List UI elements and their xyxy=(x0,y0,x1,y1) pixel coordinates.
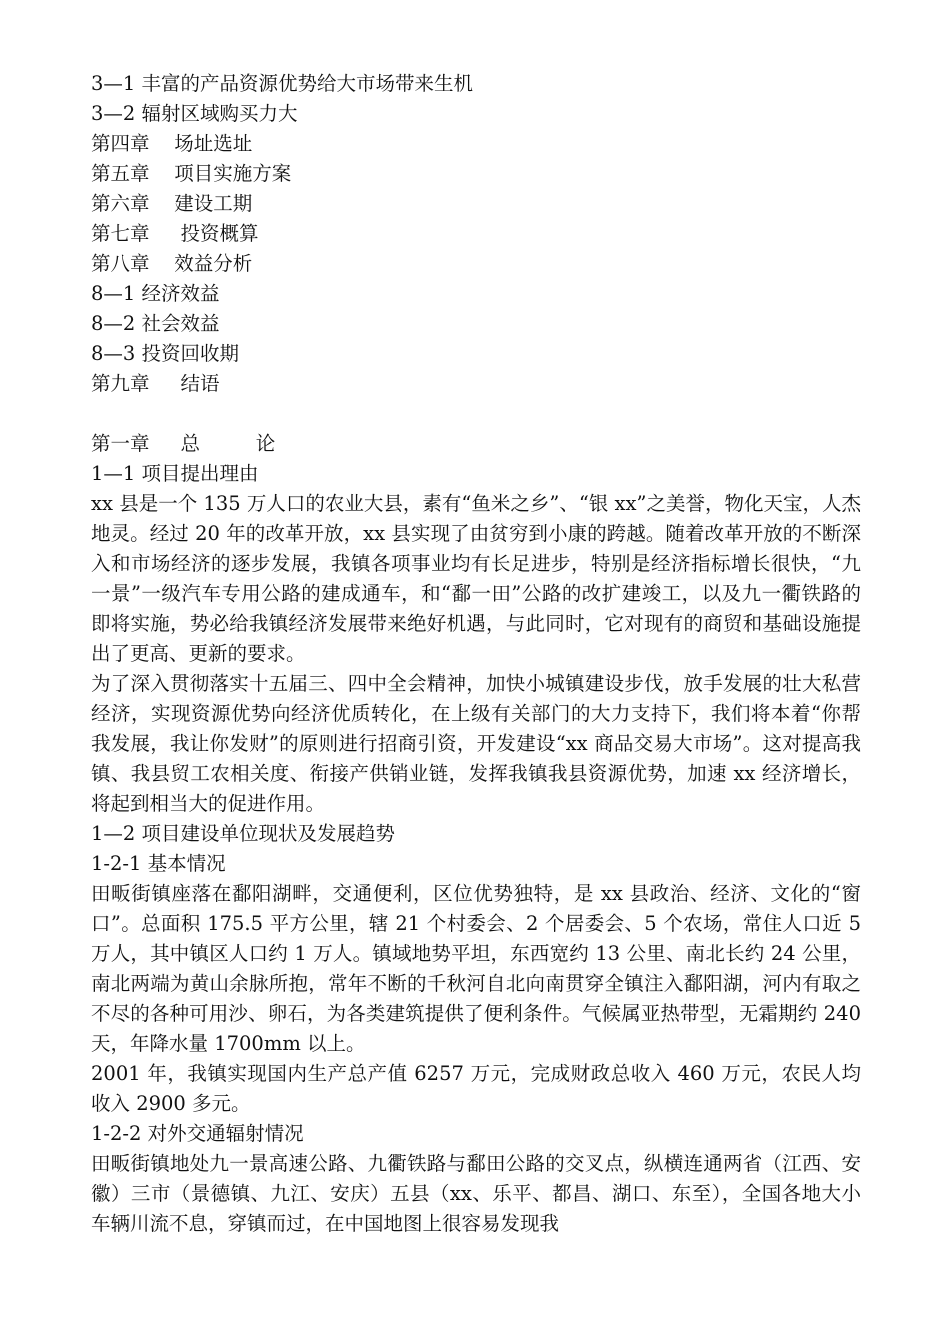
chapter-title: 第一章 总 论 xyxy=(91,432,276,455)
toc-entry: 第六章 建设工期 xyxy=(91,192,253,215)
toc-entry: 第四章 场址选址 xyxy=(91,132,253,155)
toc-entry: 8—1 经济效益 xyxy=(91,282,220,305)
toc-entry: 3—2 辐射区域购买力大 xyxy=(91,102,298,125)
subsection-heading: 1-2-2 对外交通辐射情况 xyxy=(91,1122,304,1145)
section-heading: 1—1 项目提出理由 xyxy=(91,462,259,485)
body-paragraph: xx 县是一个 135 万人口的农业大县，素有“鱼米之乡”、“银 xx”之美誉，物化天宝，人杰地灵。经过 20 年的改革开放，xx 县实现了由贫穷到小康的跨越。随着改革开放的不断深入和市场经济的逐步发展，我镇各项事业均有长足进步，特别是经济指标增长很快，“九一景”一级汽车专用公路的建成通车，和“鄱一田”公路的改扩建竣工，以及九一衢铁路的即将实施，势必给我镇经济发展带来绝好机遇，与此同时，它对现有的商贸和基础设施提出了更高、更新的要求。 xyxy=(91,492,861,665)
subsection-heading: 1-2-1 基本情况 xyxy=(91,852,226,875)
toc-entry: 第八章 效益分析 xyxy=(91,252,253,275)
toc-entry: 8—3 投资回收期 xyxy=(91,342,240,365)
toc-entry: 3—1 丰富的产品资源优势给大市场带来生机 xyxy=(91,72,474,95)
toc-entry: 第五章 项目实施方案 xyxy=(91,162,292,185)
document-body xyxy=(91,69,861,1239)
section-heading: 1—2 项目建设单位现状及发展趋势 xyxy=(91,822,396,845)
body-paragraph: 田畈街镇座落在鄱阳湖畔，交通便利，区位优势独特，是 xx 县政治、经济、文化的“窗口”。总面积 175.5 平方公里，辖 21 个村委会、2 个居委会、5 个农场，常住人口近 5 万人，其中镇区人口约 1 万人。镇域地势平坦，东西宽约 13 公里、南北长约 24 公里，南北两端为黄山余脉所抱，常年不断的千秋河自北向南贯穿全镇注入鄱阳湖，河内有取之不尽的各种可用沙、卵石，为各类建筑提供了便利条件。气候属亚热带型，无霜期约 240 天，年降水量 1700mm 以上。 xyxy=(91,882,861,1055)
toc-entry: 第七章 投资概算 xyxy=(91,222,259,245)
spacer xyxy=(91,399,861,429)
toc-entry: 第九章 结语 xyxy=(91,372,220,395)
body-paragraph: 为了深入贯彻落实十五届三、四中全会精神，加快小城镇建设步伐，放手发展的壮大私营经济，实现资源优势向经济优质转化，在上级有关部门的大力支持下，我们将本着“你帮我发展，我让你发财”的原则进行招商引资，开发建设“xx 商品交易大市场”。这对提高我镇、我县贸工农相关度、衔接产供销业链，发挥我镇我县资源优势，加速 xx 经济增长，将起到相当大的促进作用。 xyxy=(91,672,861,815)
body-paragraph: 田畈街镇地处九一景高速公路、九衢铁路与鄱田公路的交叉点，纵横连通两省（江西、安徽）三市（景德镇、九江、安庆）五县（xx、乐平、都昌、湖口、东至），全国各地大小车辆川流不息，穿镇而过，在中国地图上很容易发现我 xyxy=(91,1152,861,1235)
toc-entry: 8—2 社会效益 xyxy=(91,312,220,335)
body-paragraph: 2001 年，我镇实现国内生产总产值 6257 万元，完成财政总收入 460 万元，农民人均收入 2900 多元。 xyxy=(91,1062,861,1115)
